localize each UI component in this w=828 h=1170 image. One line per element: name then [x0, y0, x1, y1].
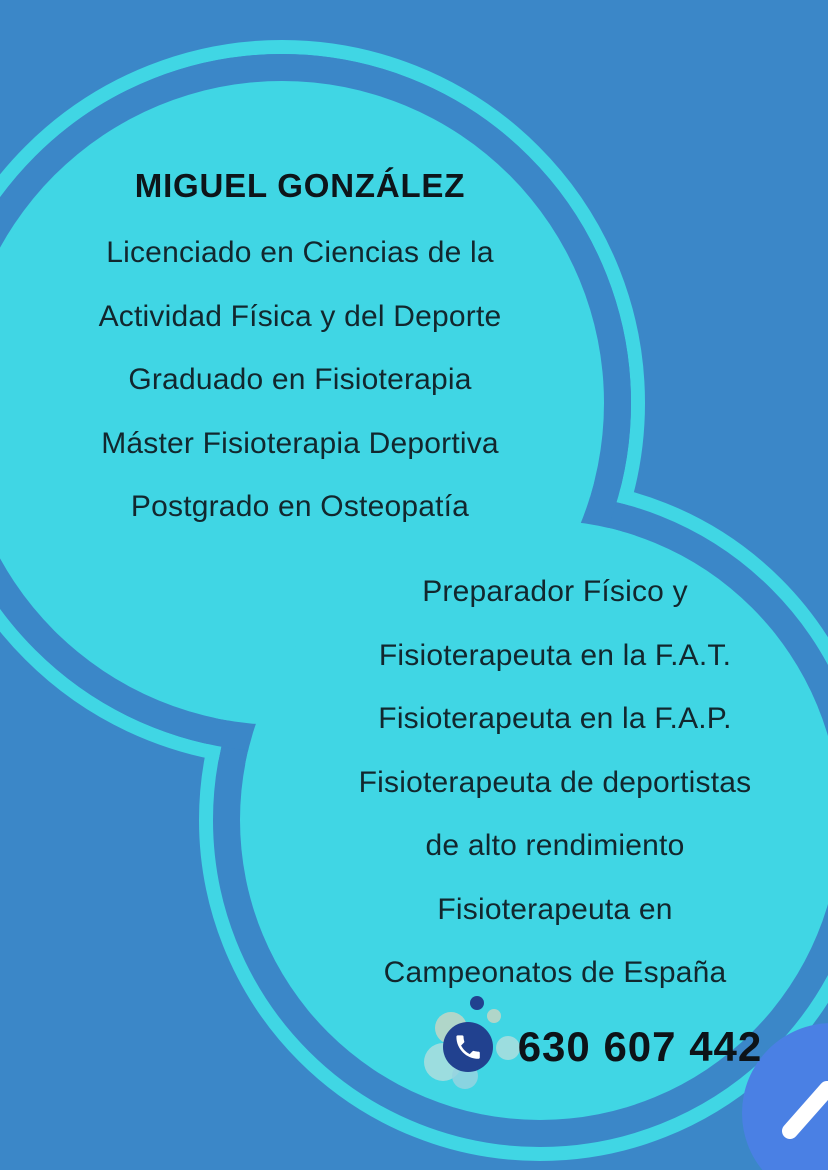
phone-number: 630 607 442 — [517, 1023, 763, 1070]
credentials-block — [30, 221, 570, 539]
service-line: Fisioterapeuta en la F.A.T. — [378, 638, 732, 672]
service-line: Fisioterapeuta de deportistas — [358, 765, 752, 799]
service-line: Campeonatos de España — [383, 956, 727, 989]
credential-line: Máster Fisioterapia Deportiva — [101, 426, 499, 460]
service-line: de alto rendimiento — [425, 829, 685, 862]
service-line: Preparador Físico y — [422, 575, 688, 608]
services-block — [270, 560, 828, 1005]
page-title: MIGUEL GONZÁLEZ — [134, 167, 466, 204]
credential-line: Licenciado en Ciencias de la — [106, 236, 494, 269]
credential-line: Graduado en Fisioterapia — [128, 363, 472, 396]
credential-line: Postgrado en Osteopatía — [130, 490, 470, 523]
credential-line: Actividad Física y del Deporte — [98, 299, 502, 333]
service-line: Fisioterapeuta en la F.A.P. — [378, 702, 732, 735]
service-line: Fisioterapeuta en — [437, 892, 673, 926]
